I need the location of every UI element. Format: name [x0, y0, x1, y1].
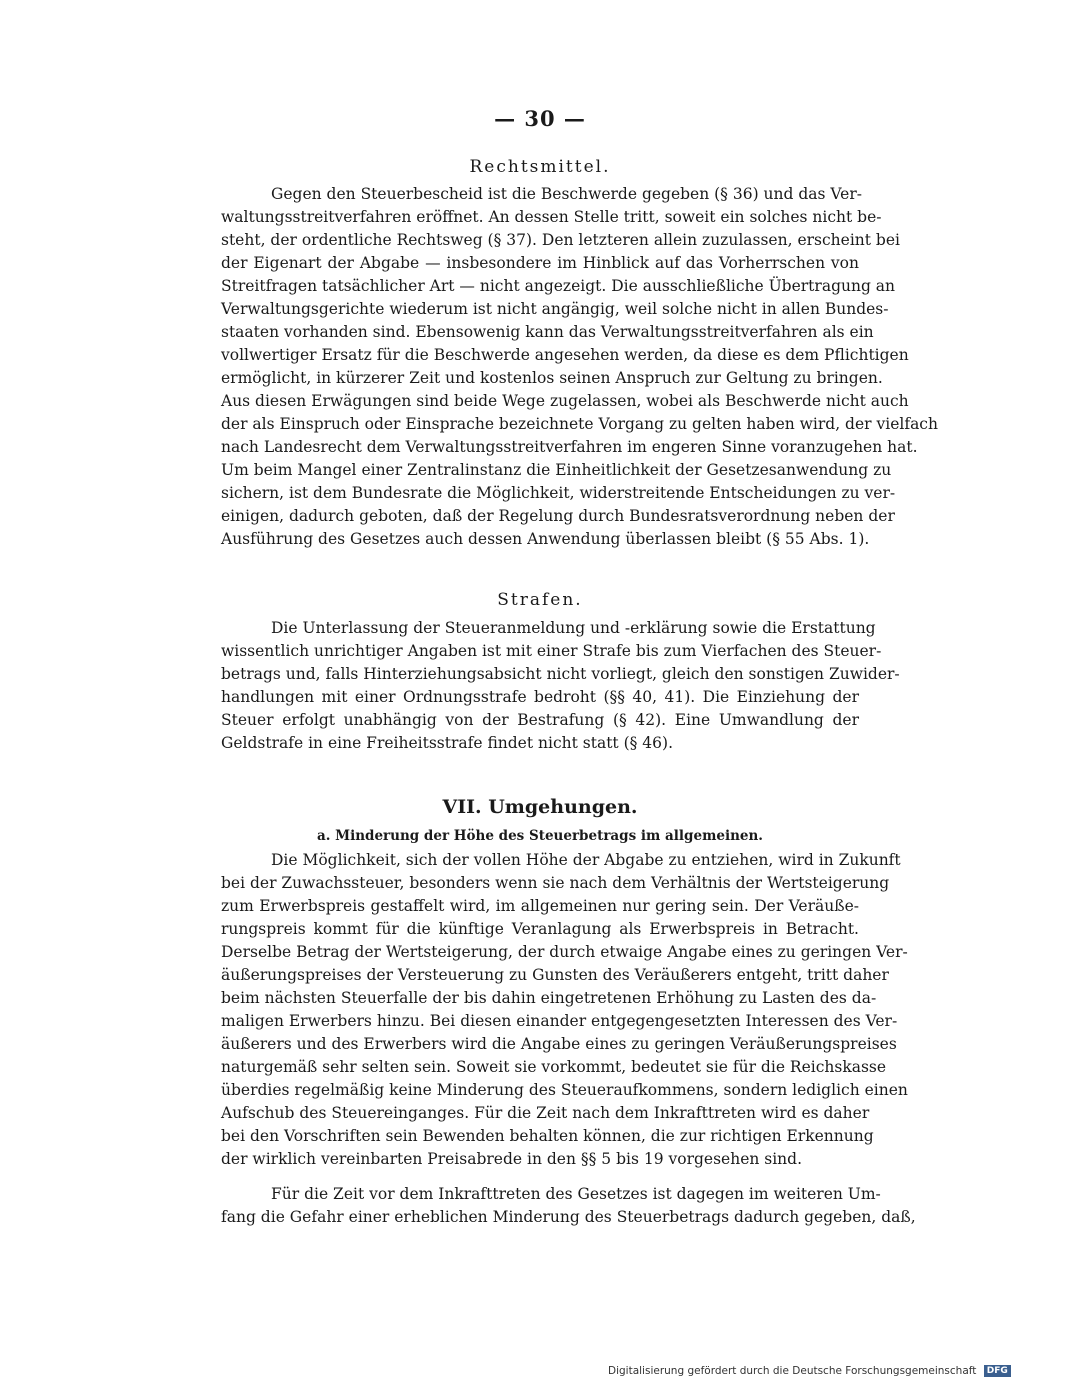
text-line: ermöglicht, in kürzerer Zeit und kostenlos seinen Anspruch zur Geltung zu bringen. — [221, 369, 883, 387]
text-line: Verwaltungsgerichte wiederum ist nicht angängig, weil solche nicht in allen Bundes- — [221, 300, 889, 318]
text-line: Gegen den Steuerbescheid ist die Beschwerde gegeben (§ 36) und das Ver- — [271, 185, 863, 203]
text-line: rungspreis kommt für die künftige Veranlagung als Erwerbspreis in Betracht. — [221, 920, 859, 938]
text-line: wissentlich unrichtiger Angaben ist mit einer Strafe bis zum Vierfachen des Steuer- — [221, 642, 882, 660]
text-line: Aus diesen Erwägungen sind beide Wege zugelassen, wobei als Beschwerde nicht auch — [221, 392, 909, 410]
heading-umgehungen: VII. Umgehungen. — [442, 796, 638, 818]
text-line: Aufschub des Steuereinganges. Für die Zeit nach dem Inkrafttreten wird es daher — [221, 1104, 870, 1122]
text-line: waltungsstreitverfahren eröffnet. An dessen Stelle tritt, soweit ein solches nicht be- — [221, 208, 882, 226]
text-line: Derselbe Betrag der Wertsteigerung, der durch etwaige Angabe eines zu geringen Ver- — [221, 943, 908, 961]
text-line: der wirklich vereinbarten Preisabrede in den §§ 5 bis 19 vorgesehen sind. — [221, 1150, 803, 1168]
text-line: überdies regelmäßig keine Minderung des Steueraufkommens, sondern lediglich einen — [221, 1081, 908, 1099]
page-number: — 30 — — [494, 106, 586, 131]
text-line: fang die Gefahr einer erheblichen Minderung des Steuerbetrags dadurch gegeben, daß, — [221, 1208, 916, 1226]
text-line: Um beim Mangel einer Zentralinstanz die Einheitlichkeit der Gesetzesanwendung zu — [221, 461, 892, 479]
text-line: Geldstrafe in eine Freiheitsstrafe findet nicht statt (§ 46). — [221, 734, 674, 752]
digitization-footer — [608, 1365, 1008, 1377]
text-line: bei der Zuwachssteuer, besonders wenn sie nach dem Verhältnis der Wertsteigerung — [221, 874, 890, 892]
text-line: sichern, ist dem Bundesrate die Möglichkeit, widerstreitende Entscheidungen zu ver- — [221, 484, 896, 502]
text-line: maligen Erwerbers hinzu. Bei diesen einander entgegengesetzten Interessen des Ver- — [221, 1012, 898, 1030]
heading-strafen: Strafen. — [497, 590, 583, 610]
text-line: Steuer erfolgt unabhängig von der Bestrafung (§ 42). Eine Umwandlung der — [221, 711, 859, 729]
text-line: staaten vorhanden sind. Ebensowenig kann das Verwaltungsstreitverfahren als ein — [221, 323, 874, 341]
text-line: vollwertiger Ersatz für die Beschwerde angesehen werden, da diese es dem Pflichtigen — [221, 346, 909, 364]
text-line: äußerers und des Erwerbers wird die Angabe eines zu geringen Veräußerungspreises — [221, 1035, 897, 1053]
text-line: äußerungspreises der Versteuerung zu Gunsten des Veräußerers entgeht, tritt daher — [221, 966, 889, 984]
text-line: Die Unterlassung der Steueranmeldung und -erklärung sowie die Erstattung — [271, 619, 876, 637]
text-line: Ausführung des Gesetzes auch dessen Anwendung überlassen bleibt (§ 55 Abs. 1). — [221, 530, 870, 548]
text-line: steht, der ordentliche Rechtsweg (§ 37). Den letzteren allein zuzulassen, erscheint bei — [221, 231, 900, 249]
dfg-logo: DFG — [984, 1365, 1011, 1377]
text-line: der als Einspruch oder Einsprache bezeichnete Vorgang zu gelten haben wird, der vielfach — [221, 415, 938, 433]
subheading-minderung: a. Minderung der Höhe des Steuerbetrags im allgemeinen. — [316, 828, 763, 844]
text-line: Die Möglichkeit, sich der vollen Höhe der Abgabe zu entziehen, wird in Zukunft — [271, 851, 901, 869]
text-line: beim nächsten Steuerfalle der bis dahin eingetretenen Erhöhung zu Lasten des da- — [221, 989, 877, 1007]
text-line: handlungen mit einer Ordnungsstrafe bedroht (§§ 40, 41). Die Einziehung der — [221, 688, 859, 706]
text-line: betrags und, falls Hinterziehungsabsicht nicht vorliegt, gleich den sonstigen Zuwider- — [221, 665, 900, 683]
heading-rechtsmittel: Rechtsmittel. — [469, 157, 611, 177]
text-line: bei den Vorschriften sein Bewenden behalten können, die zur richtigen Erkennung — [221, 1127, 874, 1145]
text-line: Für die Zeit vor dem Inkrafttreten des Gesetzes ist dagegen im weiteren Um- — [271, 1185, 881, 1203]
text-line: naturgemäß sehr selten sein. Soweit sie vorkommt, bedeutet sie für die Reichskasse — [221, 1058, 887, 1076]
text-line: zum Erwerbspreis gestaffelt wird, im allgemeinen nur gering sein. Der Veräuße- — [221, 897, 859, 915]
text-line: nach Landesrecht dem Verwaltungsstreitverfahren im engeren Sinne voranzugehen hat. — [221, 438, 918, 456]
text-line: Streitfragen tatsächlicher Art — nicht angezeigt. Die ausschließliche Übertragung an — [221, 277, 896, 295]
text-line: einigen, dadurch geboten, daß der Regelung durch Bundesratsverordnung neben der — [221, 507, 895, 525]
text-line: der Eigenart der Abgabe — insbesondere im Hinblick auf das Vorherrschen von — [221, 254, 859, 272]
footer-text: Digitalisierung gefördert durch die Deutsche Forschungsgemeinschaft — [608, 1365, 977, 1377]
